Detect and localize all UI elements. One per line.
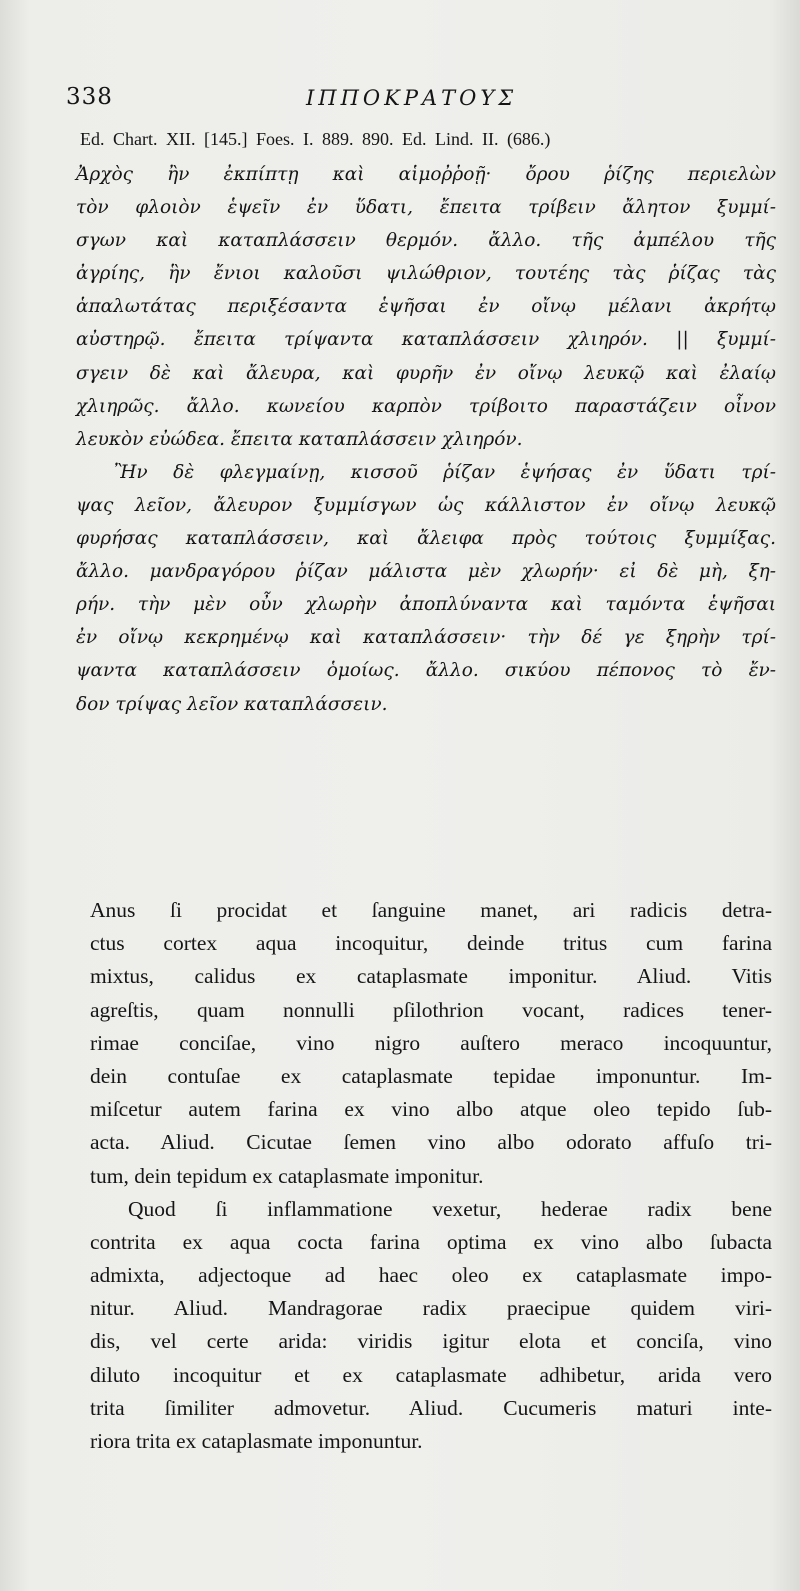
running-title: ΙΠΠΟΚΡΑΤΟΥΣ [306,86,518,110]
greek-line: Ἀρχὸς ἢν ἐκπίπτῃ καὶ αἱμοῤῥοῇ· ὄρου ῥίζης περιελὼν [76,164,776,185]
greek-line: ρήν. τὴν μὲν οὖν χλωρὴν ἀποπλύναντα καὶ ταμόντα ἑψῆσαι [76,594,776,616]
latin-line: diluto incoquitur et ex cataplasmate adhibetur, arida vero [90,1362,772,1387]
greek-line: ἀγρίης, ἣν ἔνιοι καλοῦσι ψιλώθριον, τουτέης τὰς ῥίζας τὰς [76,263,776,285]
greek-line: χλιηρῶς. ἄλλο. κωνείου καρπὸν τρίβοιτο παραστάζειν οἶνον [76,395,776,417]
greek-line: φυρήσας καταπλάσσειν, καὶ ἄλειφα πρὸς τούτοις ξυμμίξας. [76,528,776,550]
latin-line: miſcetur autem farina ex vino albo atque oleo tepido ſub- [90,1097,772,1122]
latin-line: dis, vel certe arida: viridis igitur elota et conciſa, vino [90,1329,772,1354]
latin-line: mixtus, calidus ex cataplasmate imponitur. Aliud. Vitis [90,964,772,989]
greek-line: ἁπαλωτάτας περιξέσαντα ἑψῆσαι ἐν οἴνῳ μέλανι ἀκρήτῳ [76,296,776,318]
edition-references: Ed. Chart. XII. [145.] Foes. I. 889. 890. Ed. Lind. II. (686.) [80,129,551,149]
latin-line: tum, dein tepidum ex cataplasmate imponitur. [90,1163,484,1188]
latin-line: trita ſimiliter admovetur. Aliud. Cucumeris maturi inte- [90,1395,772,1420]
latin-line: riora trita ex cataplasmate imponuntur. [90,1429,423,1453]
latin-line: dein contuſae ex cataplasmate tepidae imponuntur. Im- [90,1063,772,1088]
greek-line: σγων καὶ καταπλάσσειν θερμόν. ἄλλο. τῆς ἀμπέλου τῆς [76,230,776,252]
greek-line: ψαντα καταπλάσσειν ὁμοίως. ἄλλο. σικύου πέπονος τὸ ἔν- [76,660,776,682]
latin-line: ctus cortex aqua incoquitur, deinde tritus cum farina [90,931,772,956]
latin-translation-block [90,894,772,1458]
greek-line: ἐν οἴνῳ κεκρημένῳ καὶ καταπλάσσειν· τὴν δέ γε ξηρὴν τρί- [76,627,776,649]
page-header [66,84,766,124]
latin-line: rimae conciſae, vino nigro auſtero meraco incoquuntur, [90,1030,772,1055]
greek-line: ψας λεῖον, ἄλευρον ξυμμίσγων ὡς κάλλιστον ἐν οἴνῳ λευκῷ [76,494,776,516]
page-number: 338 [66,84,113,110]
greek-line: δον τρίψας λεῖον καταπλάσσειν. [76,693,388,715]
greek-line: Ἢν δὲ φλεγμαίνῃ, κισσοῦ ῥίζαν ἑψήσας ἐν ὕδατι τρί- [114,461,776,483]
greek-line: ἄλλο. μανδραγόρου ῥίζαν μάλιστα μὲν χλωρήν· εἰ δὲ μὴ, ξη- [76,561,776,583]
latin-line: Anus ſi procidat et ſanguine manet, ari radicis detra- [90,898,772,922]
latin-line: contrita ex aqua cocta farina optima ex vino albo ſubacta [90,1229,772,1254]
latin-line: nitur. Aliud. Mandragorae radix praecipue quidem viri- [90,1296,772,1321]
latin-line: Quod ſi inflammatione vexetur, hederae radix bene [128,1196,772,1221]
latin-line: admixta, adjectoque ad haec oleo ex cataplasmate impo- [90,1263,772,1288]
greek-text-block [76,158,776,721]
greek-line: λευκὸν εὐώδεα. ἔπειτα καταπλάσσειν χλιηρόν. [76,428,523,450]
greek-line: τὸν φλοιὸν ἑψεῖν ἐν ὕδατι, ἔπειτα τρίβειν ἄλητον ξυμμί- [76,197,776,219]
greek-line: αὐστηρῷ. ἔπειτα τρίψαντα καταπλάσσειν χλιηρόν. || ξυμμί- [76,329,776,351]
latin-line: acta. Aliud. Cicutae ſemen vino albo odorato affuſo tri- [90,1130,772,1155]
latin-line: agreſtis, quam nonnulli pſilothrion vocant, radices tener- [90,997,772,1022]
greek-line: σγειν δὲ καὶ ἄλευρα, καὶ φυρῆν ἐν οἴνῳ λευκῷ καὶ ἐλαίῳ [76,362,776,384]
